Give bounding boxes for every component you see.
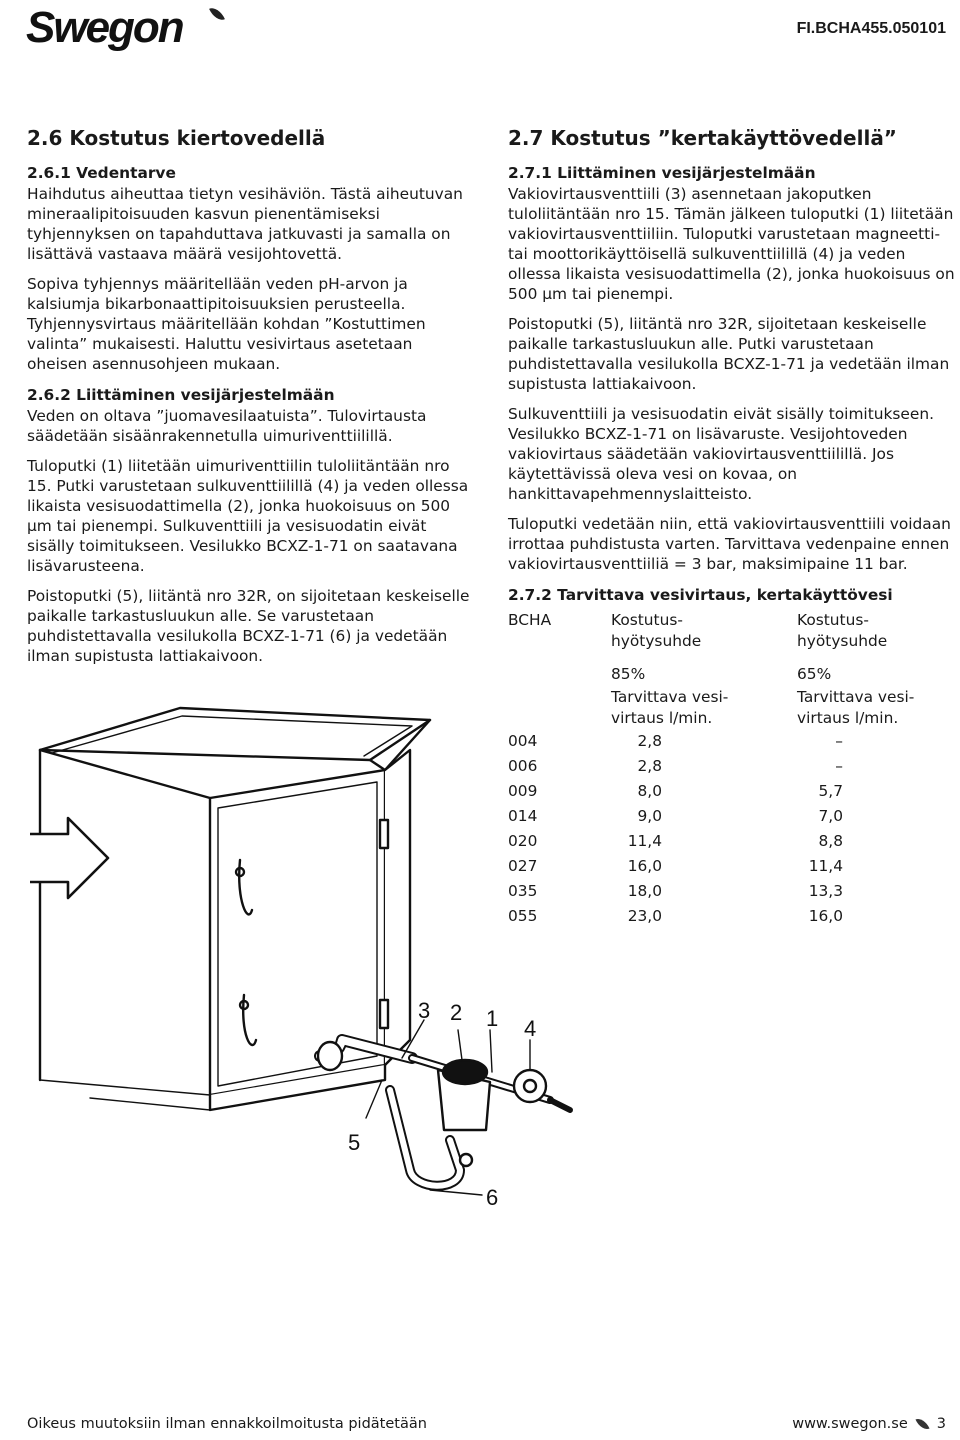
label-6: 6 xyxy=(486,1185,499,1210)
paragraph: Sulkuventtiili ja vesisuodatin eivät sisälly toimitukseen. Vesilukko BCXZ-1-71 on lisävaruste. Vesijohtoveden vakiovirtaus säädetään vakiovirtausventtiilillä. Jos käytettävissä oleva vesi on kovaa, on hankittavapehmennyslaitteisto. xyxy=(508,405,935,503)
flow-85-cell: 18,0 xyxy=(627,882,662,900)
efficiency-85: 85% xyxy=(611,665,646,683)
logo-text: Swegon xyxy=(26,3,183,52)
section-2-6-title: 2.6 Kostutus kiertovedellä xyxy=(27,126,326,150)
leaf-icon xyxy=(209,5,225,24)
leaf-icon xyxy=(915,1416,929,1432)
table-efficiency-row xyxy=(508,662,960,687)
unit-label: Tarvittava vesi- virtaus l/min. xyxy=(797,688,915,727)
size-cell: 014 xyxy=(508,807,538,825)
paragraph: Sopiva tyhjennys määritellään veden pH-arvon ja kalsiumja bikarbonaattipitoisuuksien perusteella. Tyhjennysvirtaus määritellään kohdan ”Kostuttimen valinta” mukaisesti. Haluttu vesivirtaus asetetaan oheisen asennusohjeen mukaan. xyxy=(27,275,426,373)
flow-85-cell: 11,4 xyxy=(627,832,662,850)
section-2-7-title: 2.7 Kostutus ”kertakäyttövedellä” xyxy=(508,126,897,150)
flow-85-cell: 9,0 xyxy=(637,807,662,825)
table-header-efficiency: Kostutus- hyötysuhde xyxy=(611,611,702,650)
size-cell: 004 xyxy=(508,732,538,750)
paragraph: Vakiovirtausventtiili (3) asennetaan jakoputken tuloliitäntään nro 15. Tämän jälkeen tuloputki (1) liitetään vakiovirtausventtiiliin. Tuloputki varustetaan magneetti- tai moottorikäyttöisellä sulkuventtiilillä (4) ja veden ollessa likaista vesisuodattimella (2), jonka huokoisuus on 500 µm tai pienempi. xyxy=(508,185,955,303)
swegon-logo xyxy=(26,2,226,54)
unit-label: Tarvittava vesi- virtaus l/min. xyxy=(611,688,729,727)
paragraph: Poistoputki (5), liitäntä nro 32R, sijoitetaan keskeiselle paikalle tarkastusluukun alle. Putki varustetaan puhdistettavalla vesilukolla BCXZ-1-71 ja vedetään ilman supistusta lattiakaivoon. xyxy=(508,315,950,393)
footer-website-link[interactable]: www.swegon.se xyxy=(792,1416,908,1432)
table-header-efficiency: Kostutus- hyötysuhde xyxy=(797,611,888,650)
size-cell: 035 xyxy=(508,882,538,900)
document-code: FI.BCHA455.050101 xyxy=(796,20,946,37)
size-cell: 027 xyxy=(508,857,538,875)
flow-85-cell: 16,0 xyxy=(627,857,662,875)
left-column xyxy=(27,126,477,676)
size-cell: 009 xyxy=(508,782,538,800)
paragraph: Tuloputki (1) liitetään uimuriventtiilin tuloliitäntään nro 15. Putki varustetaan sulkuventtiilillä (4) ja veden ollessa likaista vesisuodattimella (2), jonka huokoisuus on 500 µm tai pienempi. Sulkuventtiili ja vesisuodatin eivät sisälly toimitukseen. Vesilukko BCXZ-1-71 on saatavana lisävarusteena. xyxy=(27,457,469,575)
flow-65-cell: 8,8 xyxy=(818,832,843,850)
table-header-bcha: BCHA xyxy=(508,611,552,629)
size-cell: 020 xyxy=(508,832,538,850)
flow-85-cell: 2,8 xyxy=(637,757,662,775)
section-2-6-1-heading: 2.6.1 Vedentarve xyxy=(27,164,176,182)
label-3: 3 xyxy=(418,998,431,1023)
installation-drawing xyxy=(30,700,590,1220)
flow-65-cell: 7,0 xyxy=(818,807,843,825)
section-2-6-2-heading: 2.6.2 Liittäminen vesijärjestelmään xyxy=(27,386,335,404)
flow-85-cell: 23,0 xyxy=(627,907,662,925)
footer-disclaimer: Oikeus muutoksiin ilman ennakkoilmoitusta pidätetään xyxy=(27,1416,427,1432)
flow-65-cell: 13,3 xyxy=(808,882,843,900)
paragraph: Tuloputki vedetään niin, että vakiovirtausventtiili voidaan irrottaa puhdistusta varten. Tarvittava vedenpaine ennen vakiovirtausventtiiliä = 3 bar, maksimipaine 11 bar. xyxy=(508,515,951,573)
paragraph: Veden on oltava ”juomavesilaatuista”. Tulovirtausta säädetään sisäänrakennetulla uimuriventtiilillä. xyxy=(27,407,427,445)
flow-65-cell: – xyxy=(835,732,843,750)
label-2: 2 xyxy=(450,1000,463,1025)
flow-65-cell: 5,7 xyxy=(818,782,843,800)
flow-85-cell: 8,0 xyxy=(637,782,662,800)
size-cell: 055 xyxy=(508,907,538,925)
flow-65-cell: 11,4 xyxy=(808,857,843,875)
page-number: 3 xyxy=(936,1416,946,1432)
section-2-7-1-heading: 2.7.1 Liittäminen vesijärjestelmään xyxy=(508,164,816,182)
flow-65-cell: – xyxy=(835,757,843,775)
flow-65-cell: 16,0 xyxy=(808,907,843,925)
paragraph: Poistoputki (5), liitäntä nro 32R, on sijoitetaan keskeiselle paikalle tarkastusluukun alle. Se varustetaan puhdistettavalla vesilukolla BCXZ-1-71 (6) ja vedetään ilman supistusta lattiakaivoon. xyxy=(27,587,470,665)
label-1: 1 xyxy=(486,1006,499,1031)
footer-right xyxy=(792,1416,946,1432)
table-header-row xyxy=(508,610,960,652)
paragraph: Haihdutus aiheuttaa tietyn vesihäviön. Tästä aiheutuvan mineraalipitoisuuden kasvun pienentämiseksi tyhjennyksen on tapahduttava jatkuvasti ja samalla on lisättävä vastaava määrä vesijohtovettä. xyxy=(27,185,463,263)
efficiency-65: 65% xyxy=(797,665,832,683)
size-cell: 006 xyxy=(508,757,538,775)
section-2-7-2-heading: 2.7.2 Tarvittava vesivirtaus, kertakäyttövesi xyxy=(508,586,893,604)
label-5: 5 xyxy=(348,1130,361,1155)
flow-85-cell: 2,8 xyxy=(637,732,662,750)
label-4: 4 xyxy=(524,1016,537,1041)
